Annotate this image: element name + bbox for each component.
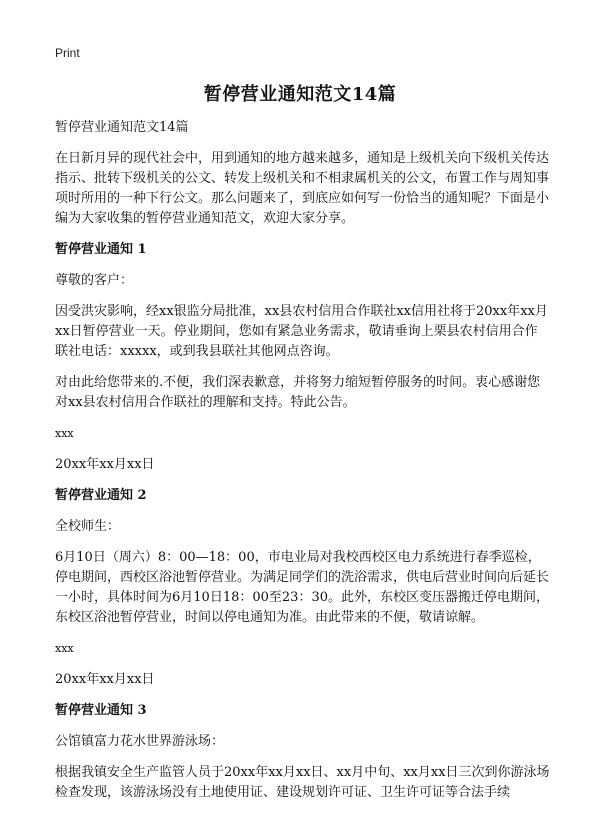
section-3-paragraph-1: 根据我镇安全生产监管人员于20xx年xx月xx日、xx月中旬、xx月xx日三次到你游泳场检查发现，该游泳场没有土地使用证、建设规划许可证、卫生许可证等合法手续 [55,765,550,800]
document-body [55,118,550,814]
intro-paragraph: 在日新月异的现代社会中，用到通知的地方越来越多，通知是上级机关向下级机关传达指示、批转下级机关的公文、转发上级机关和不相隶属机关的公文，布置工作与周知事项时所用的一种下行公文。那么问题来了，到底应如何写一份恰当的通知呢？下面是小编为大家收集的暂停营业通知范文，欢迎大家分享。 [55,151,550,226]
page-title: 暂停营业通知范文14篇 [203,84,397,105]
section-1-paragraph-1: 因受洪灾影响，经xx银监分局批准，xx县农村信用合作联社xx信用社将于20xx年xx月xx日暂停营业一天。停业期间，您如有紧急业务需求，敬请垂询上栗县农村信用合作联社电话：xxxxx，或到我县联社其他网点咨询。 [55,304,548,359]
section-1-date: 20xx年xx月xx日 [55,457,155,472]
section-2-date: 20xx年xx月xx日 [55,672,155,687]
section-1-greeting: 尊敬的客户： [55,273,134,288]
subtitle: 暂停营业通知范文14篇 [55,120,189,135]
section-1-paragraph-2: 对由此给您带来的.不便，我们深表歉意，并将努力缩短暂停服务的时间。衷心感谢您对xx县农村信用合作联社的理解和支持。特此公告。 [55,375,541,410]
section-3-greeting: 公馆镇富力花水世界游泳场： [55,734,225,749]
section-2-signature: xxx [55,642,74,655]
section-1-signature: xxx [55,427,74,440]
section-3-heading: 暂停营业通知 3 [55,703,147,718]
section-2-paragraph-1: 6月10日（周六）8：00—18：00，市电业局对我校西校区电力系统进行春季巡检，停电期间，西校区浴池暂停营业。为满足同学们的洗浴需求，供电后营业时间向后延长一小时，具体时间为6月10日18：00至23：30。此外，东校区变压器搬迁停电期间，东校区浴池暂停营业，时间以停电通知为准。由此带来的不便，敬请谅解。 [55,550,550,625]
section-2-heading: 暂停营业通知 2 [55,488,147,503]
section-2-greeting: 全校师生： [55,519,121,534]
print-label[interactable]: Print [55,46,80,60]
section-1-heading: 暂停营业通知 1 [55,242,147,257]
